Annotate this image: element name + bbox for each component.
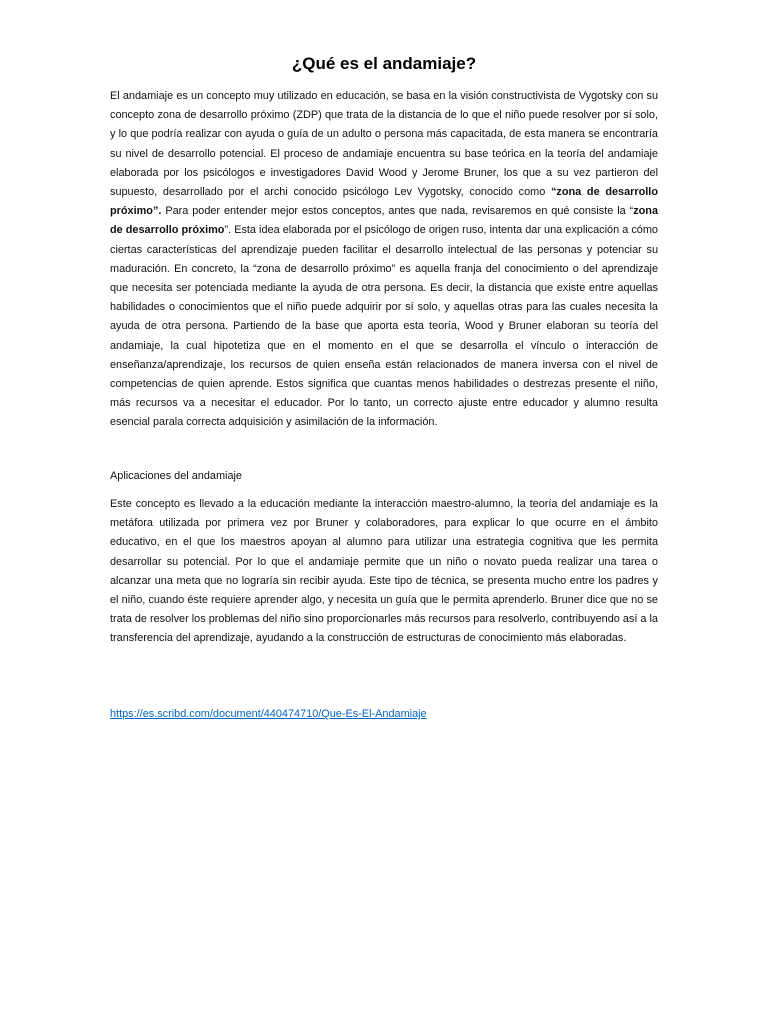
paragraph-intro bbox=[110, 87, 658, 433]
bold-term-zdp-1: “zona de desarrollo próximo”. bbox=[110, 186, 658, 218]
paragraph-applications: Este concepto es llevado a la educación mediante la interacción maestro-alumno, la teoría del andamiaje es la metáfora utilizada por primera vez por Bruner y colaboradores, para explicar lo que ocurre en el ámbito educativo, en el que los maestros apoyan al alumno para utilizar una estrategia cognitiva que les permita desarrollar su potencial. Por lo que el andamiaje permite que un niño o novato pueda realizar una tarea o alcanzar una meta que no lograría sin recibir ayuda. Este tipo de técnica, se presenta mucho entre los padres y el niño, cuando éste requiere aprender algo, y necesita un guía que le permita aprenderlo. Bruner dice que no se trata de resolver los problemas del niño sino proporcionarles más recursos para resolverlo, contribuyendo así a la transferencia del aprendizaje, ayudando a la construcción de estructuras de conocimiento más elaboradas. bbox=[110, 498, 658, 645]
bold-term-zdp-2: zona de desarrollo próximo bbox=[110, 205, 658, 237]
section-heading-applications: Aplicaciones del andamiaje bbox=[110, 470, 242, 482]
document-title: ¿Qué es el andamiaje? bbox=[291, 54, 477, 73]
paragraph-intro-part-3: ”. Esta idea elaborada por el psicólogo de origen ruso, intenta dar una explicación a cómo ciertas características del aprendizaje pueden facilitar el desarrollo intelectual de las personas y potenciar su maduración. En concreto, la “zona de desarrollo próximo” es aquella franja del conocimiento o del aprendizaje que necesita ser potenciada mediante la ayuda de otra persona. Es decir, la distancia que existe entre aquellas habilidades o conocimientos que el niño puede adquirir por sí solo, y aquellas otras para las cuales necesita la ayuda de otra persona. Partiendo de la base que aporta esta teoría, Wood y Bruner elaboran su teoría del andamiaje, la cual hipotetiza que en el momento en el que se desarrolla el vínculo o interacción de enseñanza/aprendizaje, los recursos de quien enseña están relacionados de manera inversa con el nivel de competencias de quien aprende. Estos significa que cuantas menos habilidades o destrezas presente el niño, más recursos va a necesitar el educador. Por lo tanto, un correcto ajuste entre educador y alumno resulta esencial parala correcta adquisición y asimilación de la información. bbox=[110, 224, 658, 429]
source-link[interactable]: https://es.scribd.com/document/440474710/Que-Es-El-Andamiaje bbox=[110, 708, 427, 720]
paragraph-intro-part-2: Para poder entender mejor estos conceptos, antes que nada, revisaremos en qué consiste la “ bbox=[161, 205, 634, 218]
paragraph-intro-part-1: El andamiaje es un concepto muy utilizado en educación, se basa en la visión constructivista de Vygotsky con su concepto zona de desarrollo próximo (ZDP) que trata de la distancia de lo que el niño puede resolver por sí solo, y lo que podría realizar con ayuda o guía de un adulto o persona más capacitada, de esta manera se encontraría su nivel de desarrollo potencial. El proceso de andamiaje encuentra su base teórica en la teoría del andamiaje elaborada por los psicólogos e investigadores David Wood y Jerome Bruner, los que a su vez partieron del supuesto, desarrollado por el archi conocido psicólogo Lev Vygotsky, conocido como bbox=[110, 90, 658, 199]
